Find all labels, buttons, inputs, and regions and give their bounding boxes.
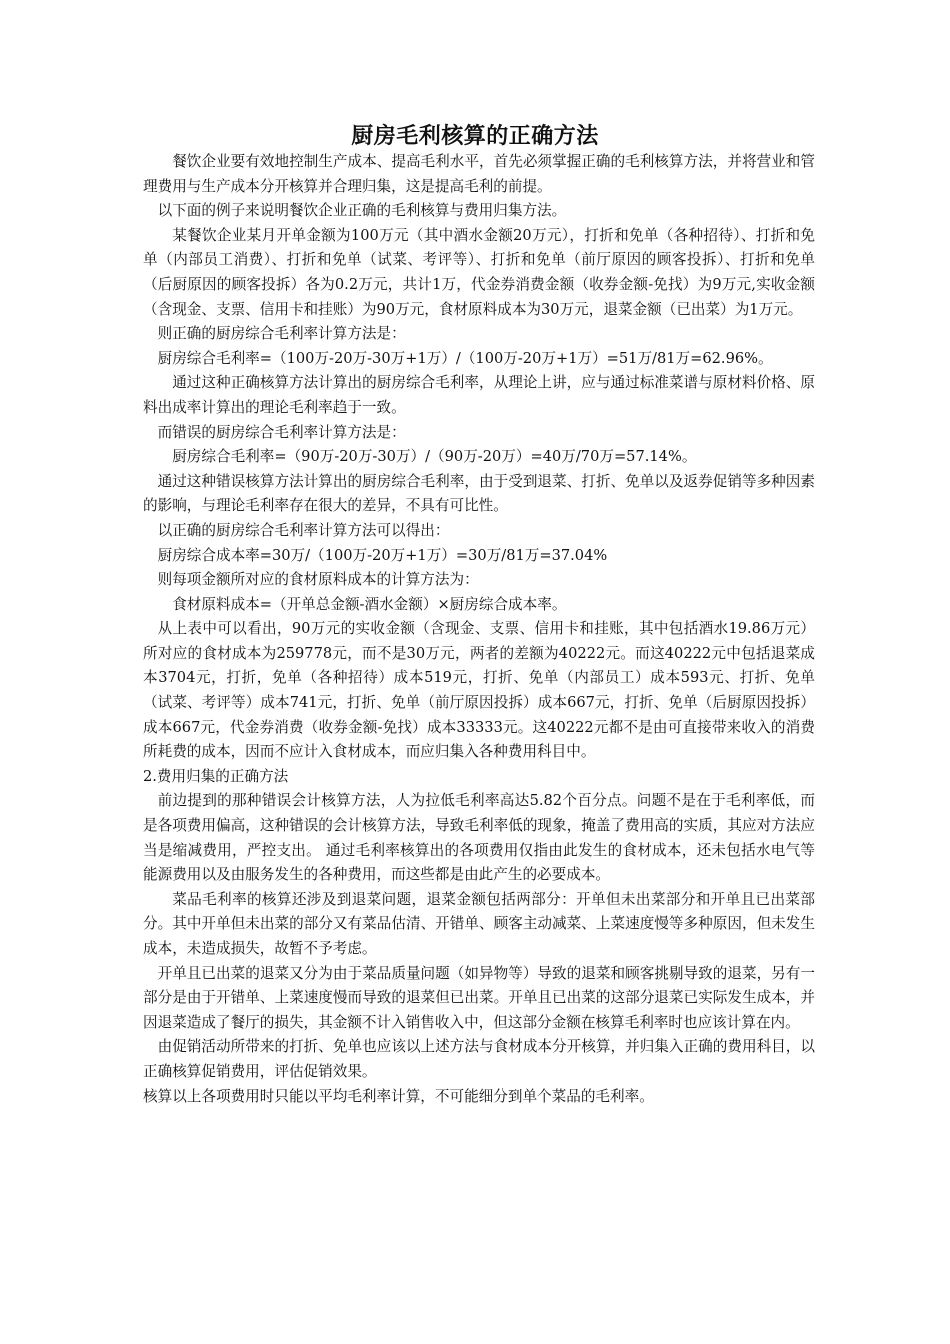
paragraph-example-data: 某餐饮企业某月开单金额为100万元（其中酒水金额20万元），打折和免单（各种招待）、打折和免单（内部员工消费）、打折和免单（试菜、考评等）、打折和免单（前厅原因的顾客投拆）、打折和免单（后厨原因的顾客投拆）各为0.2万元，共计1万，代金券消费金额（收券金额-免找）为9万元,实收金额（含现金、支票、信用卡和挂账）为90万元，食材原料成本为30万元，退菜金额（已出菜）为1万元。 xyxy=(143,226,815,318)
paragraph-item-cost-label: 则每项金额所对应的食材原料成本的计算方法为： xyxy=(157,571,479,589)
paragraph-item-cost-formula: 食材原料成本=（开单总金额-酒水金额）×厨房综合成本率。 xyxy=(172,595,567,613)
paragraph-served-returns: 开单且已出菜的退菜又分为由于菜品质量问题（如异物等）导致的退菜和顾客挑剔导致的退菜，另有一部分是由于开错单、上菜速度慢而导致的退菜但已出菜。开单且已出菜的这部分退菜已实际发生成本，并因退菜造成了餐厅的损失，其金额不计入销售收入中，但这部分金额在核算毛利率时也应该计算在内。 xyxy=(143,964,815,1031)
paragraph-example-intro: 以下面的例子来说明餐饮企业正确的毛利核算与费用归集方法。 xyxy=(157,202,567,220)
paragraph-wrong-method-label: 而错误的厨房综合毛利率计算方法是： xyxy=(157,423,406,441)
paragraph-conclusion: 核算以上各项费用时只能以平均毛利率计算，不可能细分到单个菜品的毛利率。 xyxy=(143,1087,654,1105)
paragraph-correct-explanation: 通过这种正确核算方法计算出的厨房综合毛利率，从理论上讲，应与通过标准菜谱与原材料价格、原料出成率计算出的理论毛利率趋于一致。 xyxy=(143,374,815,416)
paragraph-cost-rate-formula: 厨房综合成本率=30万/（100万-20万+1万）=30万/81万=37.04% xyxy=(157,546,608,564)
paragraph-expense-analysis: 前边提到的那种错误会计核算方法，人为拉低毛利率高达5.82个百分点。问题不是在于毛利率低，而是各项费用偏高，这种错误的会计核算方法，导致毛利率低的现象，掩盖了费用高的实质，其应对方法应当是缩减费用，严控支出。 通过毛利率核算出的各项费用仅指由此发生的食材成本，还未包括水电气等能源费用以及由服务发生的各种费用，而这些都是由此产生的必要成本。 xyxy=(143,792,815,884)
paragraph-returned-dishes: 菜品毛利率的核算还涉及到退菜问题，退菜金额包括两部分：开单但未出菜部分和开单且已出菜部分。其中开单但未出菜的部分又有菜品估清、开错单、顾客主动减菜、上菜速度慢等多种原因，但未发生成本，未造成损失，故暂不予考虑。 xyxy=(143,890,815,957)
page-title: 厨房毛利核算的正确方法 xyxy=(351,123,599,149)
paragraph-wrong-formula: 厨房综合毛利率=（90万-20万-30万）/（90万-20万）=40万/70万=57.14%。 xyxy=(172,448,697,466)
paragraph-cost-analysis: 从上表中可以看出，90万元的实收金额（含现金、支票、信用卡和挂账，其中包括酒水19.86万元）所对应的食材成本为259778元，而不是30万元，两者的差额为40222元。而这40222元中包括退菜成本3704元，打折，免单（各种招待）成本519元，打折、免单（内部员工）成本593元、打折、免单（试菜、考评等）成本741元，打折、免单（前厅原因投拆）成本667元，打折、免单（后厨原因投拆）成本667元，代金券消费（收券金额-免找）成本33333元。这40222元都不是由可直接带来收入的消费所耗费的成本，因而不应计入食材成本，而应归集入各种费用科目中。 xyxy=(143,620,815,761)
paragraph-intro: 餐饮企业要有效地控制生产成本、提高毛利水平，首先必须掌握正确的毛利核算方法，并将营业和管理费用与生产成本分开核算并合理归集，这是提高毛利的前提。 xyxy=(143,153,815,195)
paragraph-promotions: 由促销活动所带来的打折、免单也应该以上述方法与食材成本分开核算，并归集入正确的费用科目，以正确核算促销费用，评估促销效果。 xyxy=(143,1038,815,1080)
paragraph-cost-rate-label: 以正确的厨房综合毛利率计算方法可以得出： xyxy=(157,521,450,539)
document-body xyxy=(143,150,815,1109)
paragraph-correct-method-label: 则正确的厨房综合毛利率计算方法是： xyxy=(157,325,406,343)
section-heading-expense: 2.费用归集的正确方法 xyxy=(143,767,289,785)
paragraph-correct-formula: 厨房综合毛利率=（100万-20万-30万+1万）/（100万-20万+1万）=51万/81万=62.96%。 xyxy=(157,349,773,367)
paragraph-wrong-explanation: 通过这种错误核算方法计算出的厨房综合毛利率，由于受到退菜、打折、免单以及返券促销等多种因素的影响，与理论毛利率存在很大的差异，不具有可比性。 xyxy=(143,472,815,515)
